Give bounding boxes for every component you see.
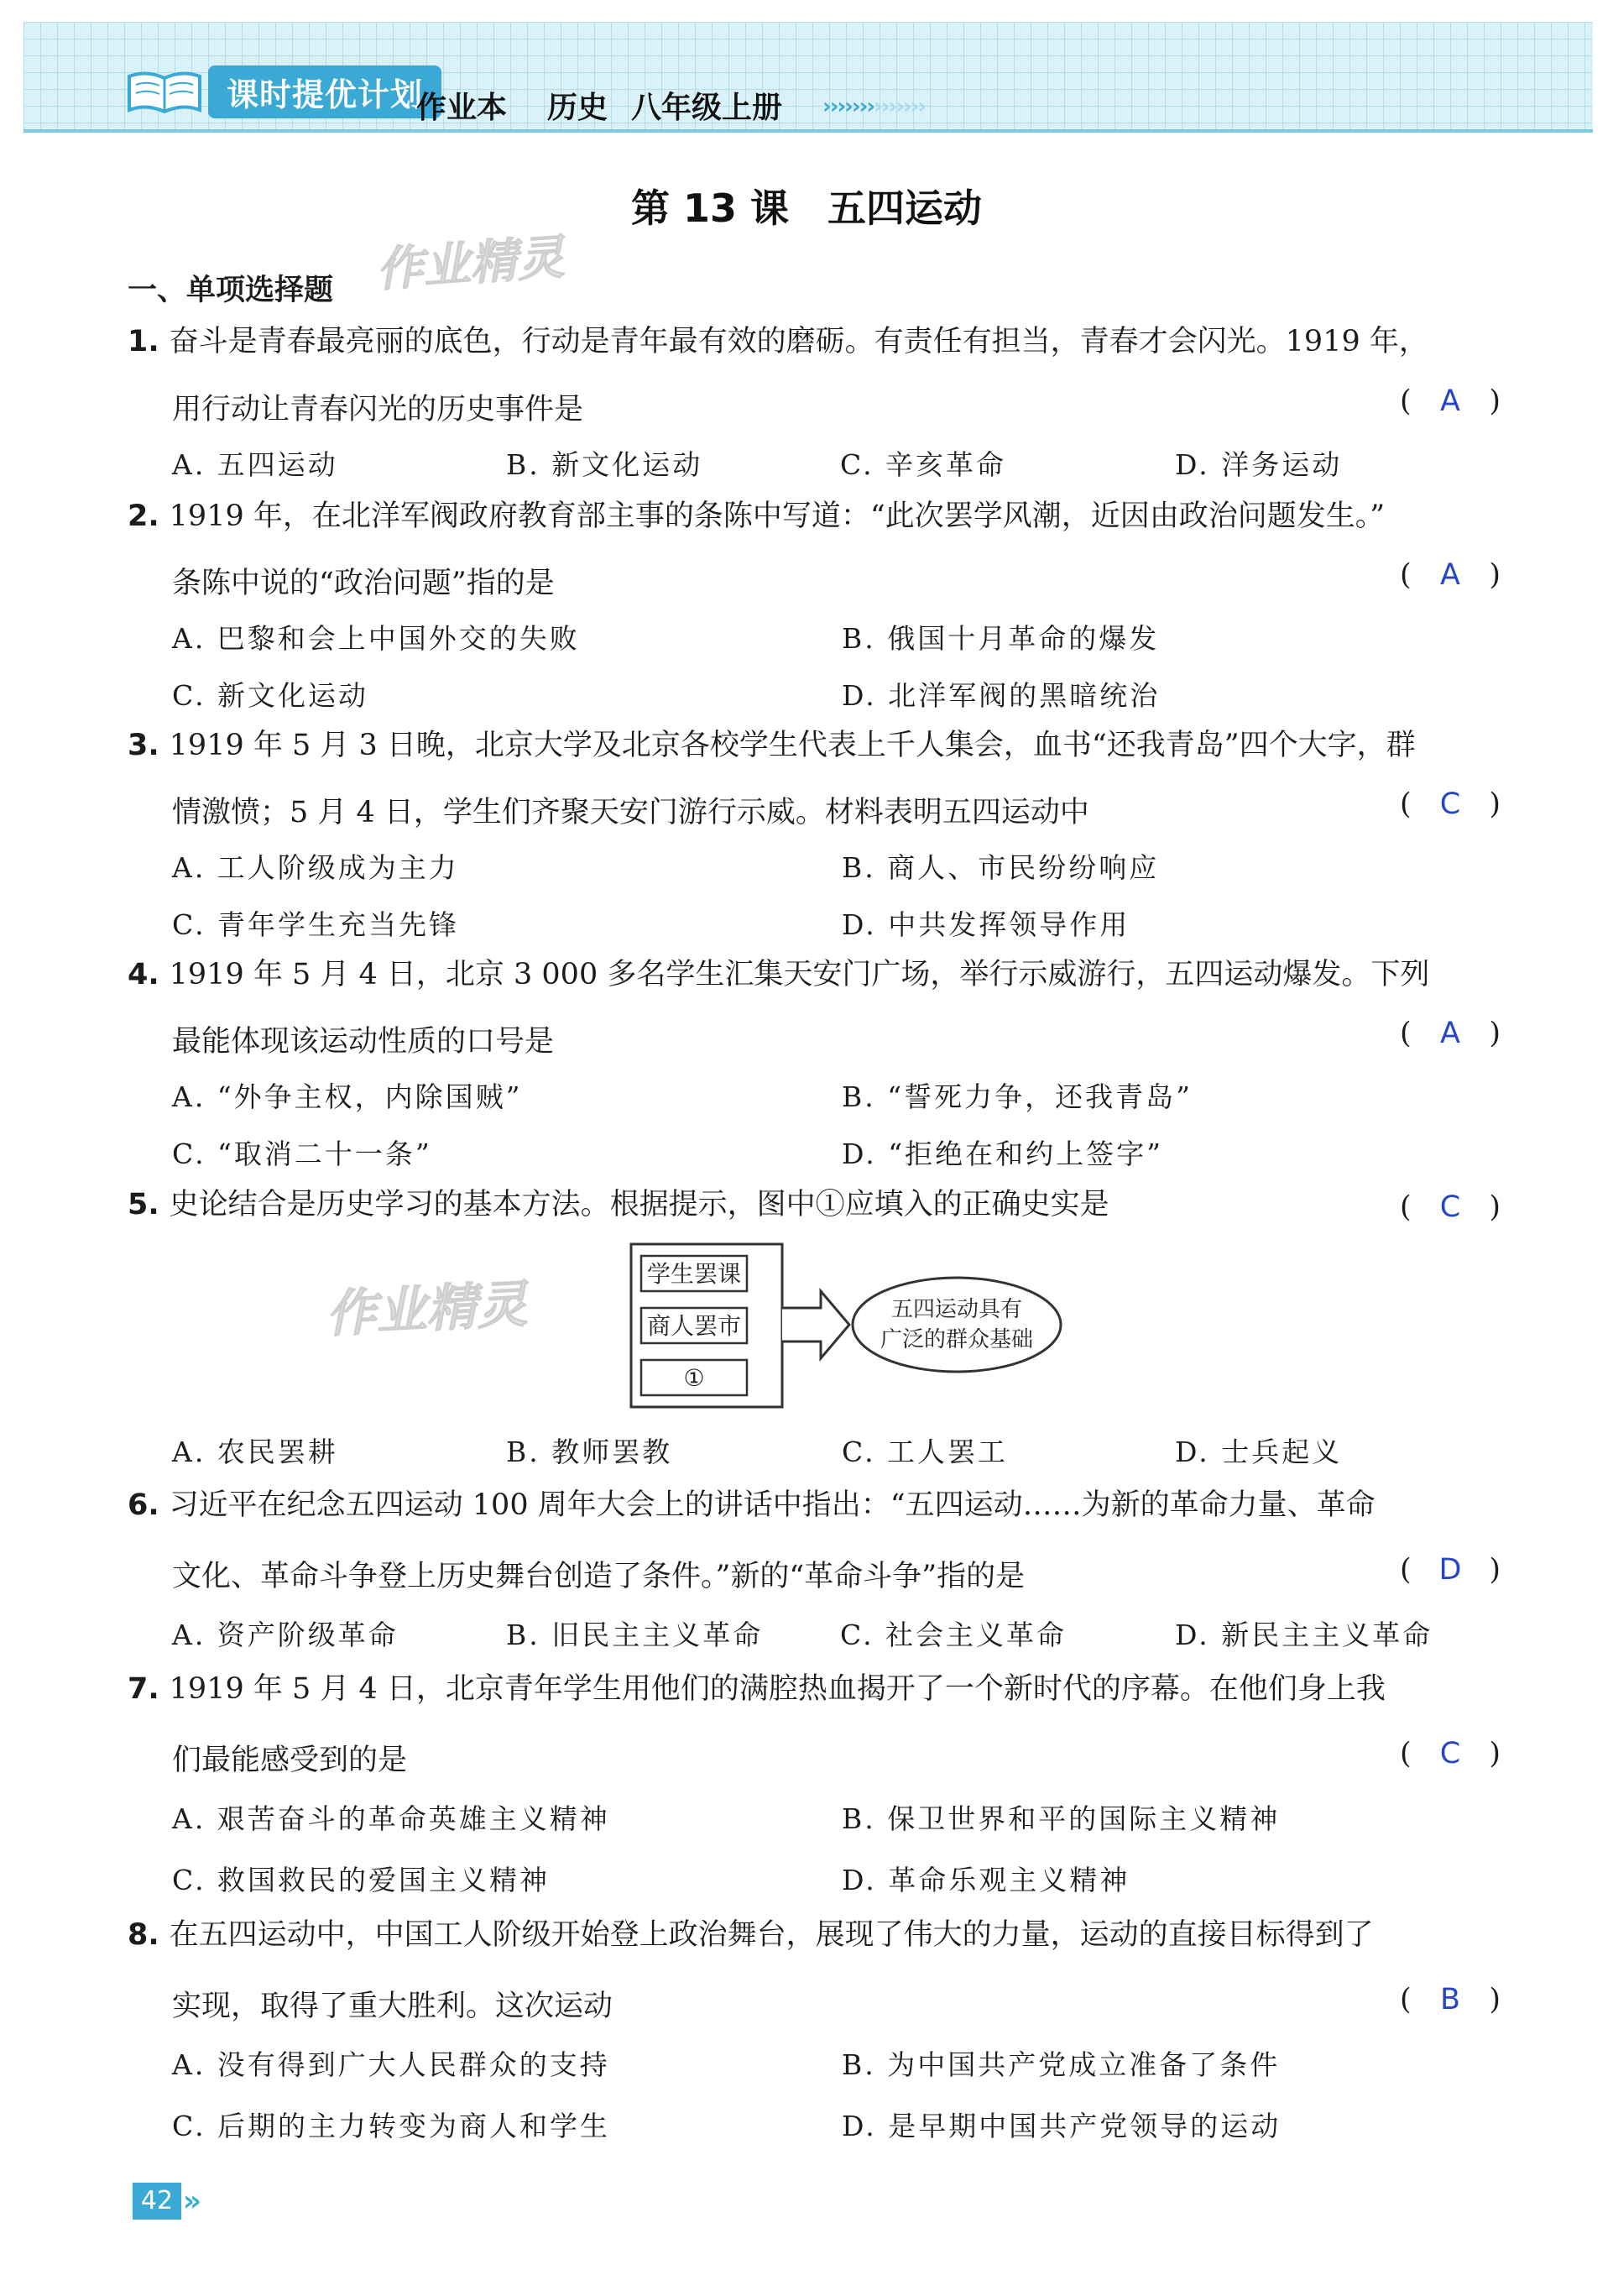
question-6-answer: ( D ) (1400, 1553, 1501, 1587)
page-number: 42 (133, 2183, 181, 2220)
watermark-stamp-2: 作业精灵 (324, 1274, 529, 1345)
q2-option-a: A. 巴黎和会上中国外交的失败 (172, 622, 580, 655)
subject-label: 历史 (547, 91, 608, 125)
q6-option-d: D. 新民主主义革命 (1175, 1619, 1433, 1651)
q7-option-c: C. 救国救民的爱国主义精神 (172, 1864, 551, 1896)
question-8-answer: ( B ) (1400, 1983, 1501, 2016)
section-heading: 一、单项选择题 (128, 274, 334, 307)
question-6-stem-line2: 文化、革命斗争登上历史舞台创造了条件。”新的“革命斗争”指的是 (172, 1560, 1026, 1593)
q4-option-b: B. “誓死力争，还我青岛” (842, 1080, 1193, 1113)
q7-option-d: D. 革命乐观主义精神 (842, 1864, 1130, 1896)
q7-option-b: B. 保卫世界和平的国际主义精神 (842, 1802, 1281, 1835)
brand-badge (126, 62, 441, 121)
diagram-result-line2: 广泛的群众基础 (880, 1327, 1034, 1352)
question-1-stem-line2: 用行动让青春闪光的历史事件是 (172, 393, 584, 426)
diagram-arrow-icon (782, 1291, 849, 1358)
q4-option-c: C. “取消二十一条” (172, 1138, 432, 1170)
q4-option-d: D. “拒绝在和约上签字” (842, 1138, 1164, 1170)
question-3-stem-line2: 情激愤；5 月 4 日，学生们齐聚天安门游行示威。材料表明五四运动中 (172, 796, 1089, 829)
q7-option-a: A. 艰苦奋斗的革命英雄主义精神 (172, 1802, 610, 1835)
q1-option-c: C. 辛亥革命 (840, 448, 1007, 481)
q4-option-a: A. “外争主权，内除国贼” (172, 1080, 523, 1113)
diagram-label-blank: ① (683, 1364, 705, 1392)
chevron-decoration-icon: › › › › › › › › › › › › › › (822, 94, 927, 119)
q8-option-d: D. 是早期中国共产党领导的运动 (842, 2110, 1282, 2142)
q8-option-b: B. 为中国共产党成立准备了条件 (842, 2048, 1281, 2081)
open-book-icon (126, 68, 203, 115)
q6-option-a: A. 资产阶级革命 (172, 1619, 399, 1651)
q3-option-d: D. 中共发挥领导作用 (842, 908, 1130, 941)
question-2-stem: 2. 1919 年，在北洋军阀政府教育部主事的条陈中写道：“此次罢学风潮，近因由政治问题发生。” (128, 499, 1386, 533)
question-5-answer: ( C ) (1400, 1190, 1501, 1224)
question-7-answer: ( C ) (1400, 1737, 1501, 1770)
question-5-stem: 5. 史论结合是历史学习的基本方法。根据提示，图中①应填入的正确史实是 (128, 1188, 1109, 1221)
q5-option-b: B. 教师罢教 (506, 1436, 673, 1468)
q8-option-c: C. 后期的主力转变为商人和学生 (172, 2110, 611, 2142)
q2-option-b: B. 俄国十月革命的爆发 (842, 622, 1160, 655)
question-7-stem-line2: 们最能感受到的是 (172, 1744, 408, 1777)
q5-option-a: A. 农民罢耕 (172, 1436, 338, 1468)
question-4-stem-line2: 最能体现该运动性质的口号是 (172, 1025, 555, 1059)
question-3-stem: 3. 1919 年 5 月 3 日晚，北京大学及北京各校学生代表上千人集会，血书“还我青岛”四个大字，群 (128, 729, 1416, 762)
q1-option-b: B. 新文化运动 (506, 448, 703, 481)
q8-option-a: A. 没有得到广大人民群众的支持 (172, 2048, 610, 2081)
q5-option-c: C. 工人罢工 (842, 1436, 1009, 1468)
q5-option-d: D. 士兵起义 (1175, 1436, 1343, 1468)
question-2-stem-line2: 条陈中说的“政治问题”指的是 (172, 567, 555, 600)
lesson-title: 第 13 课 五四运动 (630, 186, 983, 231)
brand-label: 课时提优计划 (208, 65, 441, 118)
diagram-label-student-strike: 学生罢课 (646, 1260, 742, 1288)
q1-option-a: A. 五四运动 (172, 448, 338, 481)
grade-label: 八年级上册 (631, 91, 783, 125)
diagram-label-merchant-strike: 商人罢市 (646, 1312, 742, 1340)
question-4-stem: 4. 1919 年 5 月 4 日，北京 3 000 多名学生汇集天安门广场，举行示威游行，五四运动爆发。下列 (128, 958, 1430, 991)
book-type-label: 作业本 (416, 91, 508, 125)
watermark-stamp: 作业精灵 (374, 230, 566, 298)
question-4-answer: ( A ) (1400, 1017, 1501, 1050)
diagram-result-ellipse (853, 1278, 1061, 1372)
question-7-stem: 7. 1919 年 5 月 4 日，北京青年学生用他们的满腔热血揭开了一个新时代的序幕。在他们身上我 (128, 1672, 1386, 1706)
question-8-stem: 8. 在五四运动中，中国工人阶级开始登上政治舞台，展现了伟大的力量，运动的直接目标得到了 (128, 1918, 1374, 1952)
q1-option-d: D. 洋务运动 (1175, 448, 1343, 481)
protest-diagram (629, 1242, 1066, 1410)
question-8-stem-line2: 实现，取得了重大胜利。这次运动 (172, 1990, 613, 2023)
question-1-answer: ( A ) (1400, 384, 1501, 418)
q3-option-b: B. 商人、市民纷纷响应 (842, 851, 1160, 884)
diagram-result-line1: 五四运动具有 (890, 1297, 1023, 1322)
question-2-answer: ( A ) (1400, 558, 1501, 592)
question-3-answer: ( C ) (1400, 787, 1501, 821)
q3-option-a: A. 工人阶级成为主力 (172, 851, 459, 884)
q2-option-d: D. 北洋军阀的黑暗统治 (842, 679, 1161, 712)
question-6-stem: 6. 习近平在纪念五四运动 100 周年大会上的讲话中指出：“五四运动……为新的革命力量、革命 (128, 1488, 1375, 1522)
q6-option-b: B. 旧民主主义革命 (506, 1619, 764, 1651)
q3-option-c: C. 青年学生充当先锋 (172, 908, 460, 941)
question-1-stem: 1. 奋斗是青春最亮丽的底色，行动是青年最有效的磨砺。有责任有担当，青春才会闪光。1919 年， (128, 325, 1428, 358)
chevron-right-icon: » (183, 2184, 201, 2218)
q2-option-c: C. 新文化运动 (172, 679, 369, 712)
q6-option-c: C. 社会主义革命 (840, 1619, 1068, 1651)
